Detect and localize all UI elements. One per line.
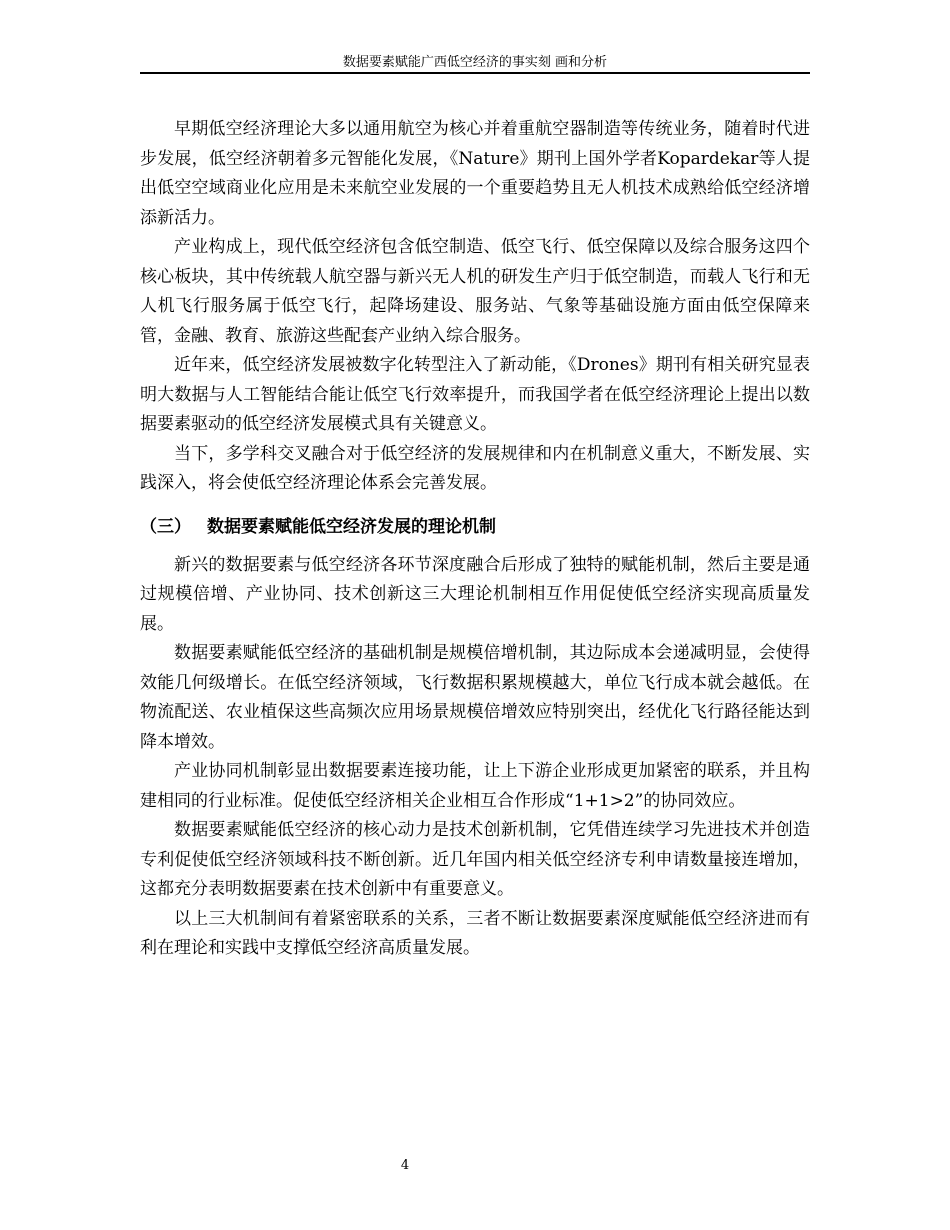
- running-header: 数据要素赋能广西低空经济的事实刻 画和分析: [342, 55, 608, 70]
- paragraph: 早期低空经济理论大多以通用航空为核心并着重航空器制造等传统业务，随着时代进步发展，低空经济朝着多元智能化发展，《Nature》期刊上国外学者Kopardekar等人提出低空空域商业化应用是未来航空业发展的一个重要趋势且无人机技术成熟给低空经济增添新活力。: [140, 119, 810, 228]
- paragraph: 当下，多学科交叉融合对于低空经济的发展规律和内在机制意义重大，不断发展、实践深入，将会使低空经济理论体系会完善发展。: [140, 443, 810, 493]
- paragraph: 数据要素赋能低空经济的核心动力是技术创新机制，它凭借连续学习先进技术并创造专利促使低空经济领域科技不断创新。近几年国内相关低空经济专利申请数量接连增加，这都充分表明数据要素在技术创新中有重要意义。: [140, 820, 810, 899]
- paragraph: 新兴的数据要素与低空经济各环节深度融合后形成了独特的赋能机制，然后主要是通过规模倍增、产业协同、技术创新这三大理论机制相互作用促使低空经济实现高质量发展。: [140, 554, 810, 634]
- section-number: （三）: [140, 516, 191, 537]
- section-heading: [140, 513, 810, 541]
- paragraph: 产业构成上，现代低空经济包含低空制造、低空飞行、低空保障以及综合服务这四个核心板块，其中传统载人航空器与新兴无人机的研发生产归于低空制造，而载人飞行和无人机飞行服务属于低空飞行，起降场建设、服务站、气象等基础设施方面由低空保障来管，金融、教育、旅游这些配套产业纳入综合服务。: [140, 237, 810, 346]
- page-body: [140, 115, 810, 964]
- header-rule: [140, 72, 810, 74]
- section-title: 数据要素赋能低空经济发展的理论机制: [207, 516, 496, 537]
- page-number: 4: [400, 1158, 410, 1173]
- paragraph: 以上三大机制间有着紧密联系的关系，三者不断让数据要素深度赋能低空经济进而有利在理论和实践中支撑低空经济高质量发展。: [140, 908, 810, 958]
- paragraph: 数据要素赋能低空经济的基础机制是规模倍增机制，其边际成本会递减明显，会使得效能几何级增长。在低空经济领域，飞行数据积累规模越大，单位飞行成本就会越低。在物流配送、农业植保这些高频次应用场景规模倍增效应特别突出，经优化飞行路径能达到降本增效。: [140, 643, 810, 752]
- paragraph: 产业协同机制彰显出数据要素连接功能，让上下游企业形成更加紧密的联系，并且构建相同的行业标准。促使低空经济相关企业相互合作形成“1+1>2”的协同效应。: [140, 761, 810, 811]
- paragraph: 近年来，低空经济发展被数字化转型注入了新动能，《Drones》期刊有相关研究显表明大数据与人工智能结合能让低空飞行效率提升，而我国学者在低空经济理论上提出以数据要素驱动的低空经济发展模式具有关键意义。: [140, 355, 810, 434]
